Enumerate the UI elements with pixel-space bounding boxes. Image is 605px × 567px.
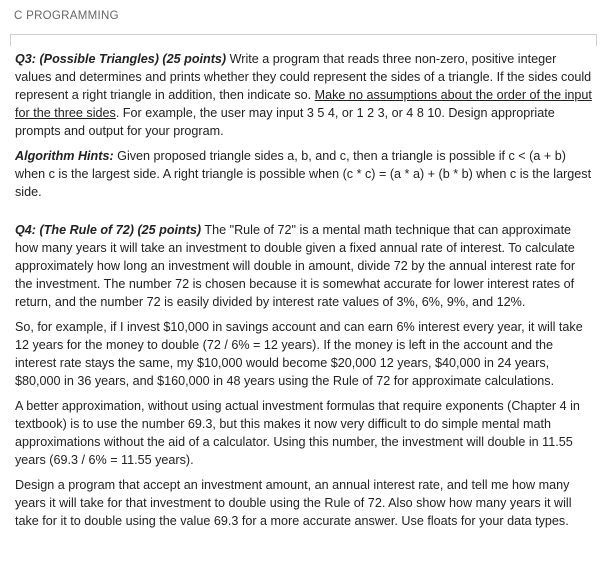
q3-body-1: Write a program that reads three non-zero, positive integer values and determines and prints whether they could represent the sides of a triangle. If the sides could represent a right triangle in addition, then indicate so. — [15, 52, 592, 102]
q4-paragraph-3: A better approximation, without using actual investment formulas that require exponents (Chapter 4 in textbook) is to use the number 69.3, but this makes it now very difficult to do simple mental math approximations without the aid of a calculator. Using this number, the investment will double in 11.55 years (69.3 / 6% = 11.55 years). — [15, 399, 580, 467]
q3-hints-paragraph — [15, 147, 593, 201]
q4-body-1: The "Rule of 72" is a mental math technique that can approximate how many years it will take an investment to double given a fixed annual rate of interest. To calculate approximately how long an investment will double in amount, divide 72 by the annual interest rate for the investment. The number 72 is chosen because it is somewhat accurate for lower interest rates of return, and the number 72 is easily divided by interest rate values of 3%, 6%, 9%, and 12%. — [15, 223, 576, 309]
q4-paragraph-1 — [15, 221, 593, 311]
course-header: C PROGRAMMING — [14, 10, 119, 22]
q4-title: Q4: (The Rule of 72) (25 points) — [15, 223, 202, 237]
assignment-content — [15, 50, 593, 537]
left-corner-mark — [10, 34, 11, 46]
q3-hints-title: Algorithm Hints: — [15, 149, 114, 163]
q4-paragraph-2: So, for example, if I invest $10,000 in savings account and can earn 6% interest every year, it will take 12 years for the money to double (72 / 6% = 12 years). If the money is left in the account and the interest rate stays the same, my $10,000 would become $20,000 12 years, $40,000 in 24 years, $80,000 in 36 years, and $160,000 in 48 years using the Rule of 72 for approximate calculations. — [15, 320, 583, 388]
q3-paragraph — [15, 50, 593, 140]
right-corner-mark — [596, 34, 597, 46]
q3-underlined-note: Make no assumptions about the order of the input for the three sides — [15, 88, 592, 120]
q3-title: Q3: (Possible Triangles) (25 points) — [15, 52, 227, 66]
q3-body-2: . For example, the user may input 3 5 4, or 1 2 3, or 4 8 10. Design appropriate prompts and output for your program. — [15, 106, 555, 138]
q4-paragraph-4: Design a program that accept an investment amount, an annual interest rate, and tell me how many years it will take for that investment to double using the Rule of 72. Also show how many years it will take for it to double using the value 69.3 for a more accurate answer. Use floats for your data types. — [15, 478, 572, 528]
header-divider — [10, 34, 597, 35]
q3-hints-body: Given proposed triangle sides a, b, and c, then a triangle is possible if c < (a + b) when c is the largest side. A right triangle is possible when (c * c) = (a * a) + (b * b) when c is the largest side. — [15, 149, 592, 199]
